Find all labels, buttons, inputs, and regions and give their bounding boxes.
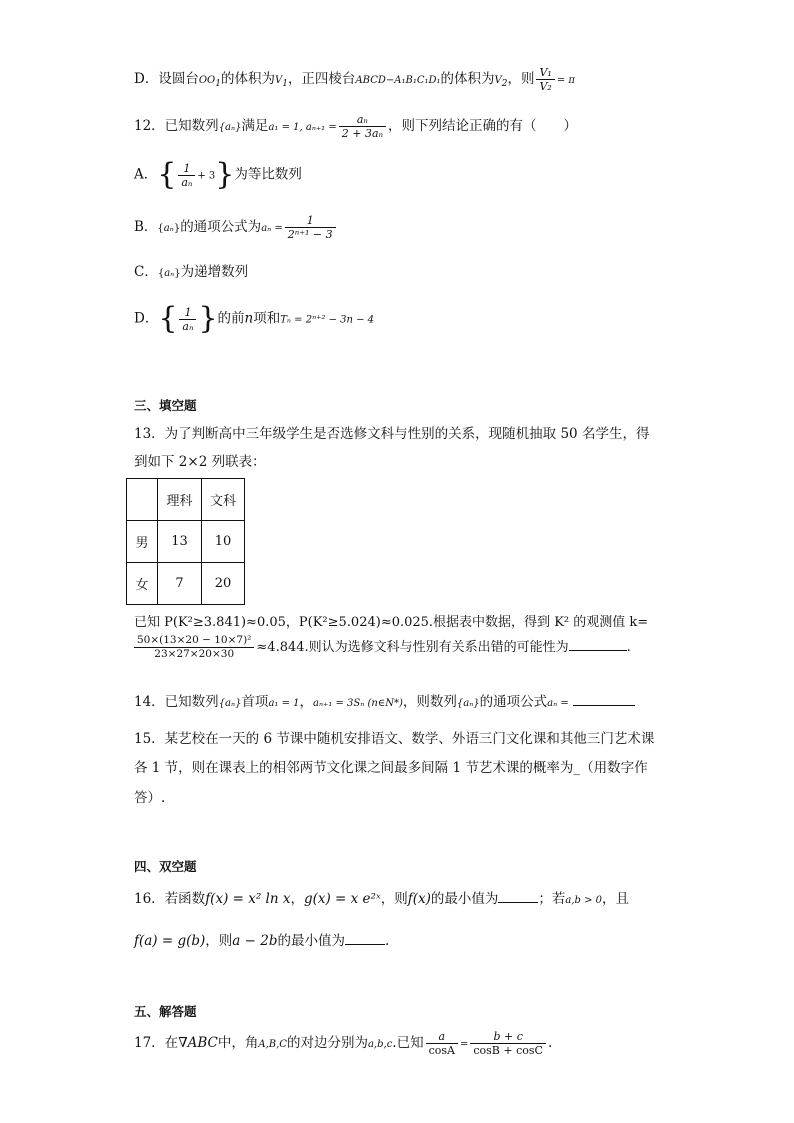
q14-text-b: 首项 — [241, 694, 269, 710]
table-row — [127, 479, 245, 521]
q11d-v2: V2 — [494, 75, 508, 89]
q16-line2 — [134, 929, 389, 949]
q16-text-j: 的最小值为 — [277, 933, 345, 949]
q13-answer-blank[interactable] — [569, 638, 627, 651]
q14-seq: {aₙ} — [218, 698, 242, 709]
q16-eq: f(a) = g(b) — [134, 933, 206, 949]
section-answer: 五、解答题 — [134, 1004, 197, 1019]
q16-answer-blank-1[interactable] — [498, 890, 538, 903]
table-cell: 7 — [158, 563, 202, 605]
q13-line1: 13．为了判断高中三年级学生是否选修文科与性别的关系，现随机抽取 50 名学生，得 — [134, 426, 650, 442]
q16-period: . — [384, 933, 390, 949]
q14-comma: ， — [299, 694, 314, 710]
q11d-v1: V1 — [274, 75, 288, 89]
section-fill-in: 三、填空题 — [134, 398, 197, 413]
q14-cond1: a₁ = 1 — [268, 698, 300, 709]
q13-fraction: $\frac{\text{50×(13×20 − 10×7)²}}{23\times 27\times 20\times 30}$ — [134, 634, 254, 661]
q12-option-b: B．{aₙ}的通项公式为aₙ = $\frac{1}{\text{2ⁿ⁺¹ − 3}}$ — [134, 214, 338, 241]
q12d-text-b: 项和 — [253, 310, 281, 327]
q17-period: . — [547, 1035, 553, 1051]
q14-text-h: 的通项公式 — [479, 694, 548, 710]
q11d-text3: 的体积为 — [440, 71, 495, 87]
q16-text-d: 的最小值为 — [430, 891, 499, 907]
q16-ab: a,b > 0 — [565, 895, 603, 906]
q17-text-c: 的对边分别为 — [286, 1035, 368, 1051]
q16-text-h: ，且 — [602, 891, 630, 907]
q17-angles: A,B,C — [258, 1039, 287, 1050]
q12a-rest: + 3 — [197, 170, 216, 182]
q11d-text1: 的体积为 — [220, 71, 275, 87]
q11d-text2: ，正四棱台 — [287, 71, 356, 87]
q14-line — [134, 690, 635, 710]
q12-cond: a₁ = 1, aₙ₊₁ = — [268, 122, 337, 133]
q16-fx: f(x) — [407, 891, 431, 907]
section-double-blank: 四、双空题 — [134, 859, 197, 874]
q16-text-c: ，则 — [380, 891, 408, 907]
q16-answer-blank-2[interactable] — [345, 932, 385, 945]
q12-option-c: C．{aₙ}为递增数列 — [134, 264, 249, 280]
table-cell: 男 — [127, 521, 158, 563]
q12a-text: 为等比数列 — [234, 166, 302, 183]
q12a-label: A． — [134, 166, 158, 183]
table-header — [127, 479, 158, 521]
q13-line4: $\frac{\text{50×(13×20 − 10×7)²}}{23\times 27\times 20\times 30}$ ≈4.844.则认为选修文科与性别有关系出错的可能性为 . — [132, 634, 631, 661]
q15-line1: 15．某艺校在一天的 6 节课中随机安排语文、数学、外语三门文化课和其他三门艺术课 — [134, 731, 655, 747]
q16-f: f(x) = x² ln x — [205, 891, 291, 907]
table-header: 理科 — [158, 479, 202, 521]
q16-line1 — [134, 887, 629, 907]
q17-equals: = — [459, 1039, 469, 1050]
q14-seq2: {aₙ} — [456, 698, 480, 709]
q14-lhs: aₙ = — [547, 698, 569, 709]
q11-option-d — [134, 66, 575, 93]
q11d-label: D．设圆台 — [134, 71, 199, 87]
q15-line2: 各 1 节，则在课表上的相邻两节文化课之间最多间隔 1 节艺术课的概率为_（用数字作 — [134, 760, 648, 776]
table-row — [127, 563, 245, 605]
q16-comma: ， — [290, 891, 304, 907]
q12c-text: 为递增数列 — [180, 264, 249, 280]
q13-line4-text: ≈4.844.则认为选修文科与性别有关系出错的可能性为 — [256, 640, 569, 655]
q17-text-d: .已知 — [392, 1035, 424, 1051]
q14-text-a: 14．已知数列 — [134, 694, 219, 710]
q14-cond2: aₙ₊₁ = 3Sₙ (n∈N*) — [313, 698, 403, 709]
q12-text-a: 12．已知数列 — [134, 118, 219, 134]
q13-line3: 已知 P(K²≥3.841)≈0.05，P(K²≥5.024)≈0.025.根据表中数据，得到 K² 的观测值 k= — [134, 615, 649, 630]
q17-triangle: ∇ABC — [178, 1035, 218, 1051]
q17-text-b: 中，角 — [217, 1035, 259, 1051]
q17-fraction-1: $\frac{a}{\cos A}$ — [426, 1030, 458, 1057]
table-header: 文科 — [202, 479, 245, 521]
q17-fraction-2: $\frac{b + c}{\cos B + \cos C}$ — [470, 1030, 546, 1057]
q12-stem — [134, 113, 577, 140]
q16-text-a: 16．若函数 — [134, 891, 206, 907]
q12b-label: B． — [134, 219, 158, 235]
q17-text-a: 17．在 — [134, 1035, 179, 1051]
q14-text-f: ，则数列 — [402, 694, 457, 710]
q11d-text4: ，则 — [507, 71, 535, 87]
q12b-seq: aₙ — [163, 223, 174, 234]
q11d-fraction: $\frac{\text{V₁}}{\text{V₂}}$ — [536, 66, 554, 93]
table-cell: 20 — [202, 563, 245, 605]
q16-text-i: ，则 — [205, 933, 233, 949]
q12d-text-a: 的前 — [217, 310, 245, 327]
q12-option-d: D．{ $\frac{1}{\text{aₙ}}$ }的前n项和Tₙ = 2ⁿ⁺² − 3n − 4 — [134, 301, 375, 336]
q16-g: g(x) = x e²ˣ — [303, 891, 381, 907]
q12a-fraction: $\frac{1}{\text{aₙ}}$ — [178, 162, 195, 189]
q12-option-a: A．{ $\frac{1}{\text{aₙ}}$ + 3}为等比数列 — [134, 157, 302, 192]
q12-fraction: $\frac{\text{aₙ}}{\text{2 + 3aₙ}}$ — [339, 113, 386, 140]
q12b-text: 的通项公式为 — [180, 219, 262, 235]
table-cell: 13 — [158, 521, 202, 563]
q17-line — [134, 1030, 552, 1057]
q12d-formula: Tₙ = 2ⁿ⁺² − 3n − 4 — [280, 314, 375, 326]
q12-text-b: 满足 — [241, 118, 269, 134]
q12b-lhs: aₙ = — [261, 223, 283, 234]
q17-sides: a,b,c — [367, 1039, 393, 1050]
q13-line2: 到如下 2×2 列联表： — [134, 454, 266, 470]
table-cell: 10 — [202, 521, 245, 563]
q12d-n: n — [244, 310, 254, 327]
q16-expr: a − 2b — [232, 933, 278, 949]
contingency-table — [126, 478, 245, 605]
q12b-fraction: $\frac{1}{\text{2ⁿ⁺¹ − 3}}$ — [285, 214, 336, 241]
q12c-label: C． — [134, 264, 158, 280]
q11d-prism: ABCD−A₁B₁C₁D₁ — [355, 75, 441, 86]
table-cell: 女 — [127, 563, 158, 605]
q14-answer-blank[interactable] — [573, 693, 635, 706]
table-row — [127, 521, 245, 563]
q12d-fraction: $\frac{1}{\text{aₙ}}$ — [179, 306, 196, 333]
q15-line3: 答）. — [134, 790, 166, 806]
q12c-seq: aₙ — [164, 268, 175, 279]
q16-text-e: ；若 — [538, 891, 566, 907]
q11d-oo1: OO1 — [198, 75, 221, 89]
q12d-label: D． — [134, 310, 159, 327]
q12-text-c: ，则下列结论正确的有（ ） — [387, 118, 577, 134]
q12-seq: {aₙ} — [218, 122, 242, 133]
q11d-rhs: = π — [556, 75, 575, 86]
